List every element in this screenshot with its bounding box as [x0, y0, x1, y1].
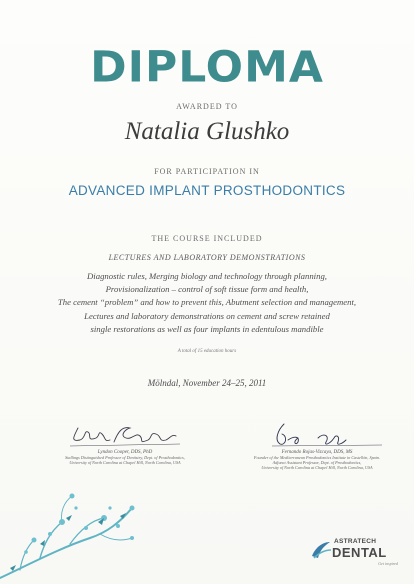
decorative-branch	[0, 478, 140, 584]
topic-line: single restorations as well as four implants in edentulous mandible	[90, 323, 324, 334]
course-included-label: THE COURSE INCLUDED	[151, 234, 263, 243]
logo-tagline: Get inspired	[378, 561, 398, 566]
logo-main-text: DENTAL	[332, 545, 387, 560]
astratech-dental-logo	[310, 532, 400, 572]
signatory-role-line: University of North Carolina at Chapel Hill, North Carolina, USA	[69, 460, 181, 466]
signatory-name: Lyndon Cooper, DDS, PhD	[97, 450, 153, 455]
signatory-role-line: Stallings Distinguished Professor of Dentistry, Dept. of Prosthodontics,	[65, 455, 185, 460]
topic-line: The cement “problem” and how to prevent this, Abutment selection and management,	[57, 297, 357, 308]
signatory-role-line: Adjunct Assistant Professor, Dept. of Prosthodontics,	[272, 460, 362, 466]
signature-cooper	[40, 420, 210, 450]
topics-list	[40, 270, 374, 336]
place-date: Mölndal, November 24–25, 2011	[147, 378, 267, 388]
signatory-role-line: Founder of the Mediterranean Prosthodontics Institute in Castellón, Spain.	[253, 455, 381, 460]
recipient-name: Natalia Glushko	[124, 118, 290, 145]
course-title: ADVANCED IMPLANT PROSTHODONTICS	[68, 183, 346, 198]
participation-label: FOR PARTICIPATION IN	[154, 167, 260, 176]
swoosh-icon	[310, 538, 332, 560]
topic-line: Diagnostic rules, Merging biology and technology through planning,	[87, 271, 327, 281]
signature-block-rojas	[232, 420, 402, 471]
awarded-to-label: AWARDED TO	[176, 102, 238, 111]
signature-block-cooper	[40, 420, 210, 465]
lectures-heading: LECTURES AND LABORATORY DEMONSTRATIONS	[108, 253, 306, 262]
signatory-role-line: University of North Carolina at Chapel Hill, North Carolina, USA	[261, 465, 373, 471]
diploma-title: DIPLOMA	[90, 42, 324, 93]
topic-line: Lectures and laboratory demonstrations on cement and screw retained	[84, 310, 330, 321]
logo-top-text: ASTRATECH	[334, 538, 377, 545]
topic-line: Provisionalization – control of soft tissue form and health,	[105, 284, 309, 295]
signatory-name: Fernando Rojas-Vizcaya, DDS, MS	[281, 450, 353, 455]
signature-rojas	[232, 420, 402, 450]
education-hours: A total of 15 education hours	[177, 349, 237, 354]
